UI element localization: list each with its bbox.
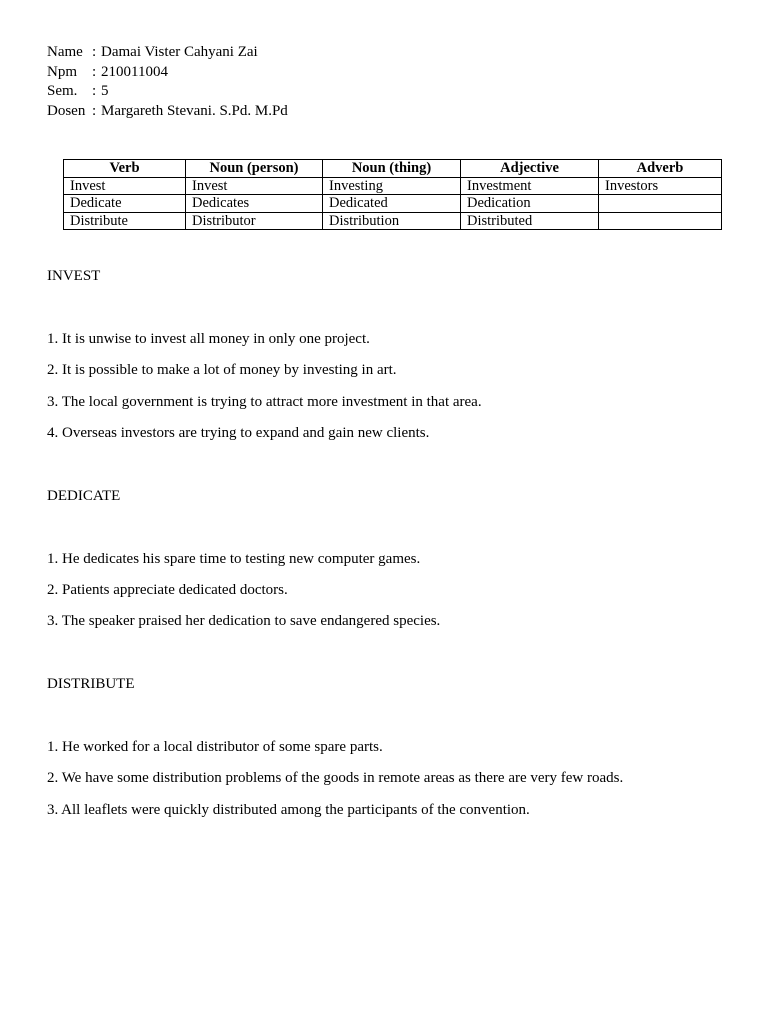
info-label: Sem. (47, 83, 78, 99)
table-header-row (64, 160, 722, 178)
info-value: Margareth Stevani. S.Pd. M.Pd (101, 102, 288, 119)
section-heading-distribute: DISTRIBUTE (47, 676, 135, 692)
example-sentence: 2. We have some distribution problems of the goods in remote areas as there are very few roads. (47, 770, 624, 786)
info-value: Damai Vister Cahyani Zai (101, 44, 258, 60)
example-sentence: 1. He worked for a local distributor of some spare parts. (47, 739, 383, 755)
example-sentence: 3. The local government is trying to attract more investment in that area. (47, 394, 482, 410)
table-cell: Invest (64, 177, 186, 195)
table-cell: Invest (186, 177, 323, 195)
column-header-noun-person: Noun (person) (186, 160, 323, 178)
table-cell: Dedication (461, 195, 599, 213)
table-row (64, 195, 722, 213)
table-cell (599, 212, 722, 230)
table-cell: Dedicates (186, 195, 323, 213)
info-value: 210011004 (101, 63, 168, 80)
info-row-npm (47, 63, 288, 83)
info-label: Dosen (47, 102, 86, 119)
section-heading-dedicate: DEDICATE (47, 488, 121, 504)
section-heading-invest: INVEST (47, 268, 101, 284)
info-label: Npm (47, 63, 77, 80)
column-header-adjective: Adjective (461, 160, 599, 178)
column-header-verb: Verb (64, 160, 186, 178)
info-row-name (47, 43, 288, 63)
info-label: Name (47, 44, 83, 60)
table-row (64, 177, 722, 195)
example-sentence: 2. Patients appreciate dedicated doctors. (47, 582, 288, 598)
info-separator: : (92, 102, 97, 119)
table-cell: Distributor (186, 212, 323, 230)
table-cell: Investment (461, 177, 599, 195)
example-sentence: 4. Overseas investors are trying to expand and gain new clients. (47, 425, 430, 441)
student-info (47, 43, 288, 121)
table-cell: Investors (599, 177, 722, 195)
table-cell: Dedicate (64, 195, 186, 213)
example-sentence: 3. All leaflets were quickly distributed among the participants of the convention. (47, 802, 530, 818)
table-cell: Distribution (323, 212, 461, 230)
info-value: 5 (101, 83, 109, 99)
info-row-sem (47, 82, 288, 102)
info-row-dosen (47, 102, 288, 122)
example-sentence: 1. He dedicates his spare time to testing new computer games. (47, 551, 421, 567)
example-sentence: 2. It is possible to make a lot of money by investing in art. (47, 362, 397, 378)
info-separator: : (92, 63, 97, 80)
example-sentence: 3. The speaker praised her dedication to save endangered species. (47, 613, 441, 629)
table-cell: Distributed (461, 212, 599, 230)
info-separator: : (92, 83, 97, 99)
column-header-noun-thing: Noun (thing) (323, 160, 461, 178)
example-sentence: 1. It is unwise to invest all money in only one project. (47, 331, 370, 347)
table-cell: Investing (323, 177, 461, 195)
table-row (64, 212, 722, 230)
table-cell: Dedicated (323, 195, 461, 213)
table-cell: Distribute (64, 212, 186, 230)
info-separator: : (92, 44, 97, 60)
word-form-table (63, 159, 722, 230)
table-cell (599, 195, 722, 213)
column-header-adverb: Adverb (599, 160, 722, 178)
